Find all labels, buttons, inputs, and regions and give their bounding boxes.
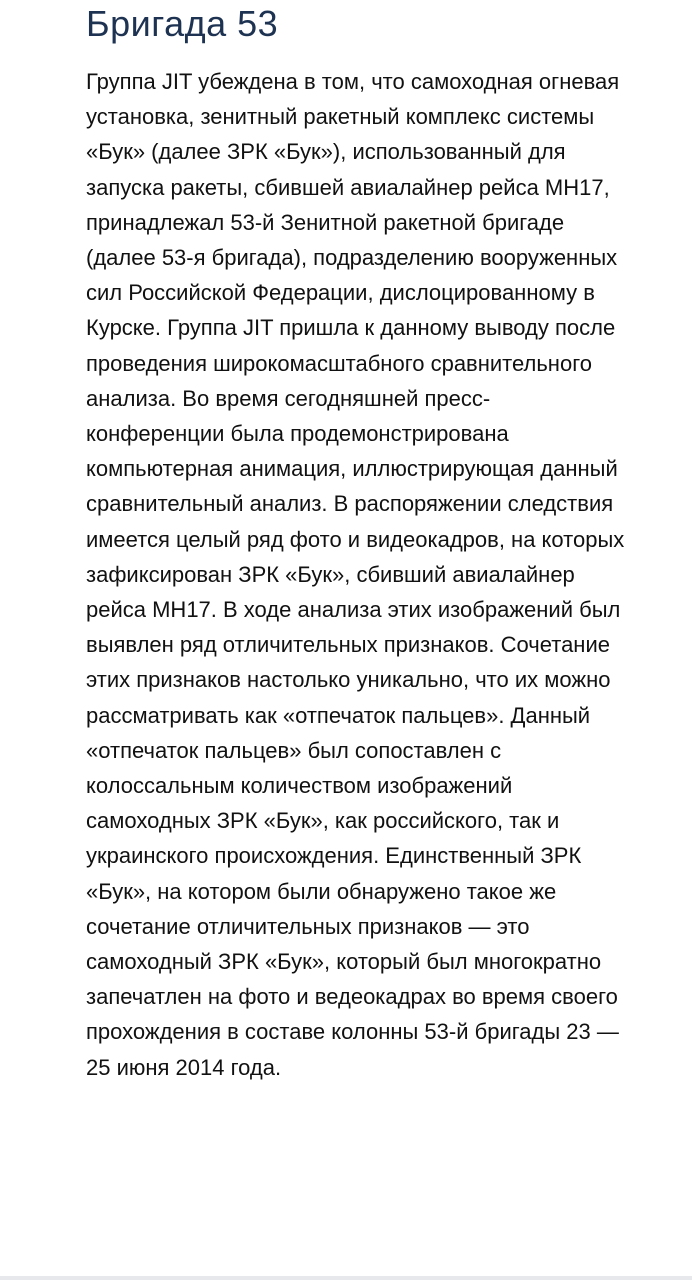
article-body-text: Группа JIT убеждена в том, что самоходная огневая установка, зенитный ракетный комплекс системы «Бук» (далее ЗРК «Бук»), использованный для запуска ракеты, сбившей авиалайнер рейса MH17, принадлежал 53-й Зенитной ракетной бригаде (далее 53-я бригада), подразделению вооруженных сил Российской Федерации, дислоцированному в Курске. Группа JIT пришла к данному выводу после проведения широкомасштабного сравнительного анализа. Во время сегодняшней пресс-конференции была продемонстрирована компьютерная анимация, иллюстрирующая данный сравнительный анализ. В распоряжении следствия имеется целый ряд фото и видеокадров, на которых зафиксирован ЗРК «Бук», сбивший авиалайнер рейса MH17. В ходе анализа этих изображений был выявлен ряд отличительных признаков. Сочетание этих признаков настолько уникально, что их можно рассматривать как «отпечаток пальцев». Данный «отпечаток пальцев» был сопоставлен с колоссальным количеством изображений самоходных ЗРК «Бук», как российского, так и украинского происхождения. Единственный ЗРК «Бук», на котором были обнаружено такое же сочетание отличительных признаков — это самоходный ЗРК «Бук», который был многократно запечатлен на фото и ведеокадрах во время своего прохождения в составе колонны 53-й бригады 23 — 25 июня 2014 года.: [86, 69, 625, 1080]
article-heading: Бригада 53: [86, 3, 279, 44]
bottom-divider: [0, 1276, 692, 1280]
article: [86, 0, 626, 1085]
